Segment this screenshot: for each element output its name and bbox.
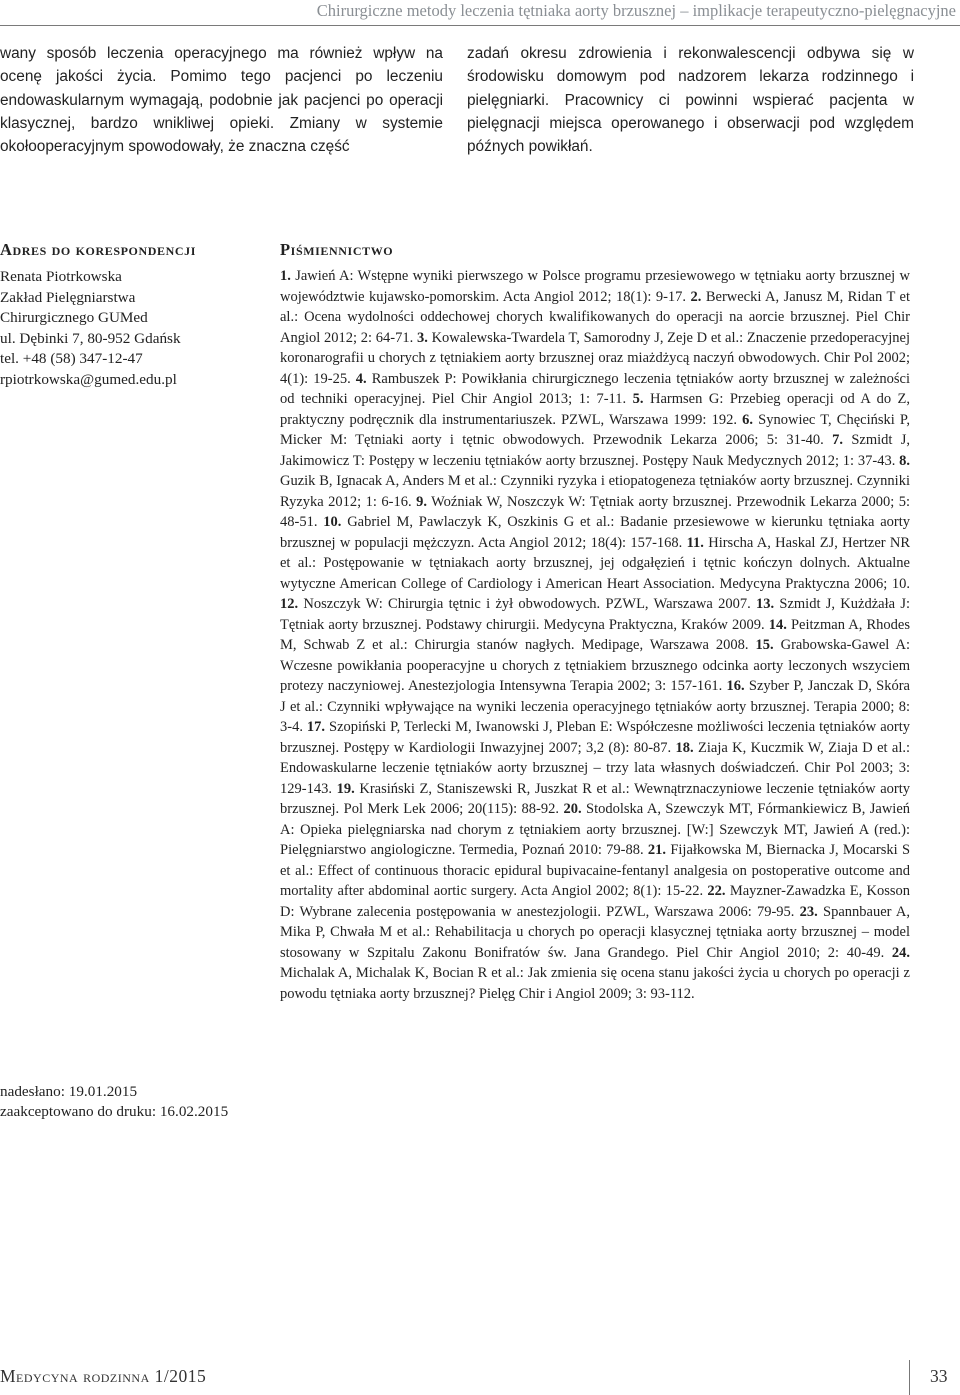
correspondence-address: [0, 267, 255, 391]
reference-text: Michalak A, Michalak K, Bocian R et al.: Jak zmienia się ocena stanu jakości życia u chorych po operacji z powodu tętniaka aorty brzusznej? Pielęg Chir i Angiol 2009; 3: 93-112.: [280, 965, 910, 1002]
reference-number: 1.: [280, 268, 291, 284]
reference-text: Szmidt J, Jakimowicz T: Postępy w leczeniu tętniaków aorty brzusznej. Postępy Nauk Medycznych 2012; 1: 37-43.: [280, 432, 911, 469]
reference-number: 5.: [632, 391, 644, 407]
body-right-column: zadań okresu zdrowienia i rekonwalescencji odbywa się w środowisku domowym pod nadzorem lekarza rodzinnego i pielęgniarki. Pracownicy ci powinni wspierać pacjenta w pielęgnacji miejsca operowanego i obserwacji pod względem późnych powikłań.: [467, 45, 914, 156]
reference-number: 2.: [690, 288, 702, 305]
reference-number: 13.: [755, 596, 775, 612]
reference-number: 21.: [647, 842, 667, 858]
reference-text: Mayzner-Zawadzka E, Kosson D: Wybrane zalecenia postępowania w anestezjologii. PZWL, Warszawa 2006: 79-95.: [280, 883, 911, 920]
reference-number: 4.: [355, 370, 367, 387]
reference-text: Grabowska-Gawel A: Wczesne powikłania pooperacyjne u chorych z tętniakiem brzusznego odcinka aorty leczonych wszyciem protezy naczyniowej. Anestezjologia Intensywna Terapia 2002; 3: 157-161.: [280, 637, 910, 694]
reference-number: 7.: [832, 432, 844, 448]
reference-number: 11.: [686, 534, 704, 551]
reference-text: Kowalewska-Twardela T, Samorodny J, Zeje D et al.: Znaczenie przedoperacyjnej koronarografii u chorych z tętniakiem aorty brzusznej oraz miażdżycą naczyń obwodowych. Chir Pol 2002; 4(1): 19-25.: [280, 329, 911, 387]
reference-item: [280, 596, 756, 612]
reference-text: Fijałkowska M, Biernacka J, Mocarski S et al.: Effect of continuous thoracic epidural bupivacaine-fentanyl analgesia on postoperative outcome and mortality after abdominal aortic surgery. Acta Angiol 2002; 8(1): 15-22.: [280, 842, 911, 899]
reference-number: 6.: [742, 411, 754, 428]
reference-number: 12.: [280, 596, 299, 612]
reference-text: Jawień A: Wstępne wyniki pierwszego w Polsce programu przesiewowego w tętniaku aorty brzusznej w województwie kujawsko-pomorskim. Acta Angiol 2012; 18(1): 9-17.: [280, 268, 910, 305]
reference-text: Noszczyk W: Chirurgia tętnic i żył obwodowych. PZWL, Warszawa 2007.: [303, 596, 751, 612]
reference-number: 15.: [755, 637, 774, 653]
reference-text: Synowiec T, Chęciński P, Micker M: Tętniaki aorty i tętnic obwodowych. Przewodnik Lekarza 2006; 5: 31-40.: [280, 411, 911, 448]
reference-number: 22.: [707, 883, 726, 899]
footer-divider: [909, 1360, 910, 1395]
reference-text: Ziaja K, Kuczmik W, Ziaja D et al.: Endowaskularne leczenie tętniaków aorty brzusznej – trzy lata własnych doświadczeń. Chir Pol 2003; 3: 129-143.: [280, 739, 911, 797]
reference-text: Peitzman A, Rhodes M, Schwab Z et al.: Chirurgia stanów nagłych. Medipage, Warszawa 2008.: [280, 616, 911, 653]
reference-number: 23.: [799, 903, 818, 920]
correspondence-street: ul. Dębinki 7, 80-952 Gdańsk: [0, 329, 181, 347]
reference-text: Guzik B, Ignacak A, Anders M et al.: Czynniki ryzyka i etiopatogeneza tętniaków aorty brzusznej. Czynniki Ryzyka 2012; 1: 6-16.: [280, 473, 910, 510]
article-dates: [0, 1082, 260, 1122]
reference-text: Gabriel M, Pawlaczyk K, Oszkinis G et al.: Badanie przesiewowe w kierunku tętniaka aorty brzusznej w populacji mężczyzn. Acta Angiol 2012; 18(4): 157-168.: [280, 514, 911, 551]
correspondence-phone: tel. +48 (58) 347-12-47: [0, 350, 143, 368]
reference-text: Rambuszek P: Powikłania chirurgicznego leczenia tętniaków aorty brzusznej w zależności od techniki operacyjnej. Piel Chir Angiol 2013; 1: 7-11.: [280, 370, 910, 407]
reference-number: 9.: [416, 493, 427, 510]
footer-journal-title: Medycyna rodzinna 1/2015: [0, 1366, 207, 1386]
reference-text: Hirscha A, Haskal ZJ, Hertzer NR et al.: Postępowanie w tętniakach aorty brzusznej, jej odgałęzień i tętnic kończyn dolnych. Aktualne wytyczne American College of Cardiology i American Heart Association. Medycyna Praktyczna 2006; 10.: [280, 534, 911, 592]
submitted-date: nadesłano: 19.01.2015: [0, 1083, 138, 1100]
correspondence-line: Chirurgicznego GUMed: [0, 309, 148, 327]
reference-number: 10.: [323, 514, 342, 530]
reference-text: Szmidt J, Kużdżała J: Tętniak aorty brzusznej. Podstawy chirurgii. Medycyna Praktyczna, Kraków 2009.: [280, 596, 910, 633]
reference-text: Harmsen G: Przebieg operacji od A do Z, praktyczny podręcznik dla instrumentariuszek. PZWL, Warszawa 1999: 192.: [280, 391, 911, 428]
reference-number: 18.: [675, 739, 694, 756]
correspondence-email[interactable]: rpiotrkowska@gumed.edu.pl: [0, 370, 177, 388]
body-left-column: wany sposób leczenia operacyjnego ma również wpływ na ocenę jakości życia. Pomimo tego pacjenci po leczeniu endowaskularnym wymagają, podobnie jak pacjenci po operacji klasycznej, bardzo wnikliwej opieki. Zmiany w systemie okołooperacyjnym spowodowały, że znaczna część: [0, 45, 443, 156]
reference-text: Woźniak W, Noszczyk W: Tętniak aorty brzusznej. Przewodnik Lekarza 2000; 5: 48-51.: [280, 493, 910, 530]
reference-number: 3.: [416, 329, 428, 346]
reference-text: Szyber P, Janczak D, Skóra J et al.: Czynniki wpływające na wyniki leczenia operacyjnego tętniaków aorty brzusznej. Terapia 2000; 8: 3-4.: [280, 678, 910, 735]
reference-number: 24.: [891, 944, 911, 961]
reference-text: Szopiński P, Terlecki M, Iwanowski J, Pleban E: Współczesne możliwości leczenia tętniaków aorty brzusznej. Postępy w Kardiologii Inwazyjnej 2007; 3,2 (8): 80-87.: [280, 719, 910, 756]
reference-number: 8.: [899, 452, 910, 469]
reference-number: 17.: [306, 719, 326, 735]
correspondence-name: Renata Piotrkowska: [0, 268, 122, 285]
references-list: [280, 266, 910, 1004]
reference-number: 14.: [768, 616, 787, 633]
correspondence-heading: Adres do korespondencji: [0, 240, 196, 259]
correspondence-line: Zakład Pielęgniarstwa: [0, 288, 136, 306]
reference-number: 20.: [563, 801, 582, 817]
references-heading: Piśmiennictwo: [280, 240, 394, 259]
running-head: Chirurgiczne metody leczenia tętniaka aorty brzusznej – implikacje terapeutyczno-pielęgnacyjne: [0, 0, 960, 26]
reference-number: 16.: [726, 678, 745, 694]
page-number: 33: [930, 1366, 948, 1386]
reference-text: Krasiński Z, Staniszewski R, Juszkat R et al.: Wewnątrznaczyniowe leczenie tętniaków aorty brzusznej. Pol Merk Lek 2006; 20(115): 88-92.: [280, 780, 910, 817]
reference-text: Stodolska A, Szewczyk MT, Fórmankiewicz B, Jawień A: Opieka pielęgniarska nad chorym z tętniakiem aorty brzusznej. [W:] Szewczyk MT, Jawień A (red.): Pielęgniarstwo angiologiczne. Termedia, Poznań 2010: 79-88.: [280, 801, 911, 858]
reference-text: Berwecki A, Janusz M, Ridan T et al.: Ocena wydolności oddechowej chorych kwalifikowanych do operacji na aorcie brzusznej. Piel Chir Angiol 2012; 2: 64-71.: [280, 288, 910, 346]
reference-number: 19.: [336, 780, 355, 797]
accepted-date: zaakceptowano do druku: 16.02.2015: [0, 1103, 229, 1120]
reference-text: Spannbauer A, Mika P, Chwała M et al.: Rehabilitacja u chorych po operacji klasycznej tętniaka aorty brzusznej – model stosowany w Szpitalu Zakonu Bonifratów św. Jana Grandego. Piel Chir Angiol 2010; 2: 40-49.: [280, 903, 910, 961]
